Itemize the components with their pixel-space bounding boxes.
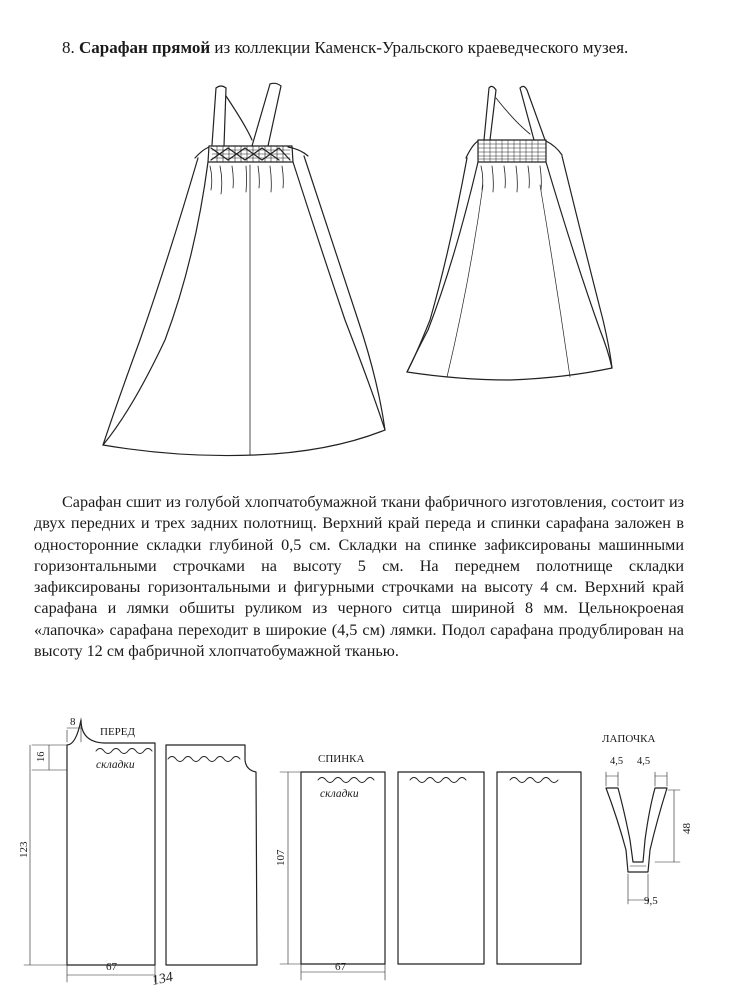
pattern-back-piece-2 xyxy=(398,772,484,964)
sarafan-back-drawing xyxy=(407,86,612,380)
pattern-back-piece-1 xyxy=(301,772,385,964)
description-text: Сарафан сшит из голубой хлопчатобумажной ткани фабричного изготовления, состоит из двух передних и трех задних полотнищ. Верхний край переда и спинки сарафана заложен в односторонние складки глубиной 0,5 см. Складки на спинке зафиксированы машинными горизонтальными строчками на высоту 5 см. На переднем полотнище складки зафиксированы горизонтальными и фигурными строчками на высоту 4 см. Верхний край сарафана и лямки обшиты руликом из черного ситца шириной 8 мм. Цельнокроеная «лапочка» сарафана переходит в широкие (4,5 см) лямки. Подол сарафана продублирован на высоту 12 см фабричной хлопчатобумажной тканью. xyxy=(34,493,684,661)
dim-lapochka-bottom: 9,5 xyxy=(644,895,658,907)
pattern-front xyxy=(24,718,257,982)
pattern-back-pleats: складки xyxy=(320,788,359,800)
heading-title-bold: Сарафан прямой xyxy=(79,38,211,57)
dim-front-side: 16 xyxy=(36,751,47,762)
heading-number: 8. xyxy=(62,38,75,57)
dim-lapochka-height: 48 xyxy=(681,823,693,834)
pattern-lapochka-label: ЛАПОЧКА xyxy=(602,733,656,745)
pattern-back-piece-3 xyxy=(497,772,581,964)
dim-front-height: 123 xyxy=(18,841,30,858)
pattern-front-piece-2 xyxy=(166,745,257,965)
pattern-lapochka xyxy=(606,772,680,904)
pattern-back xyxy=(280,772,581,980)
dim-lapochka-strap-right: 4,5 xyxy=(637,756,651,767)
description-paragraph xyxy=(34,492,684,662)
pattern-front-pleats: складки xyxy=(96,759,135,771)
dim-lapochka-strap-left: 4,5 xyxy=(610,756,624,767)
dim-front-width: 67 xyxy=(106,961,117,973)
dim-back-height: 107 xyxy=(275,849,287,866)
heading-title-rest: из коллекции Каменск-Уральского краеведческого музея. xyxy=(214,38,629,57)
sarafan-front-drawing xyxy=(103,83,385,455)
pattern-front-piece-1 xyxy=(67,720,155,965)
dim-back-width: 67 xyxy=(335,961,346,973)
pattern-back-label: СПИНКА xyxy=(318,753,365,765)
handwritten-note: 134 xyxy=(150,969,175,989)
pattern-front-label: ПЕРЕД xyxy=(100,726,136,738)
dim-front-top: 8 xyxy=(70,716,76,728)
